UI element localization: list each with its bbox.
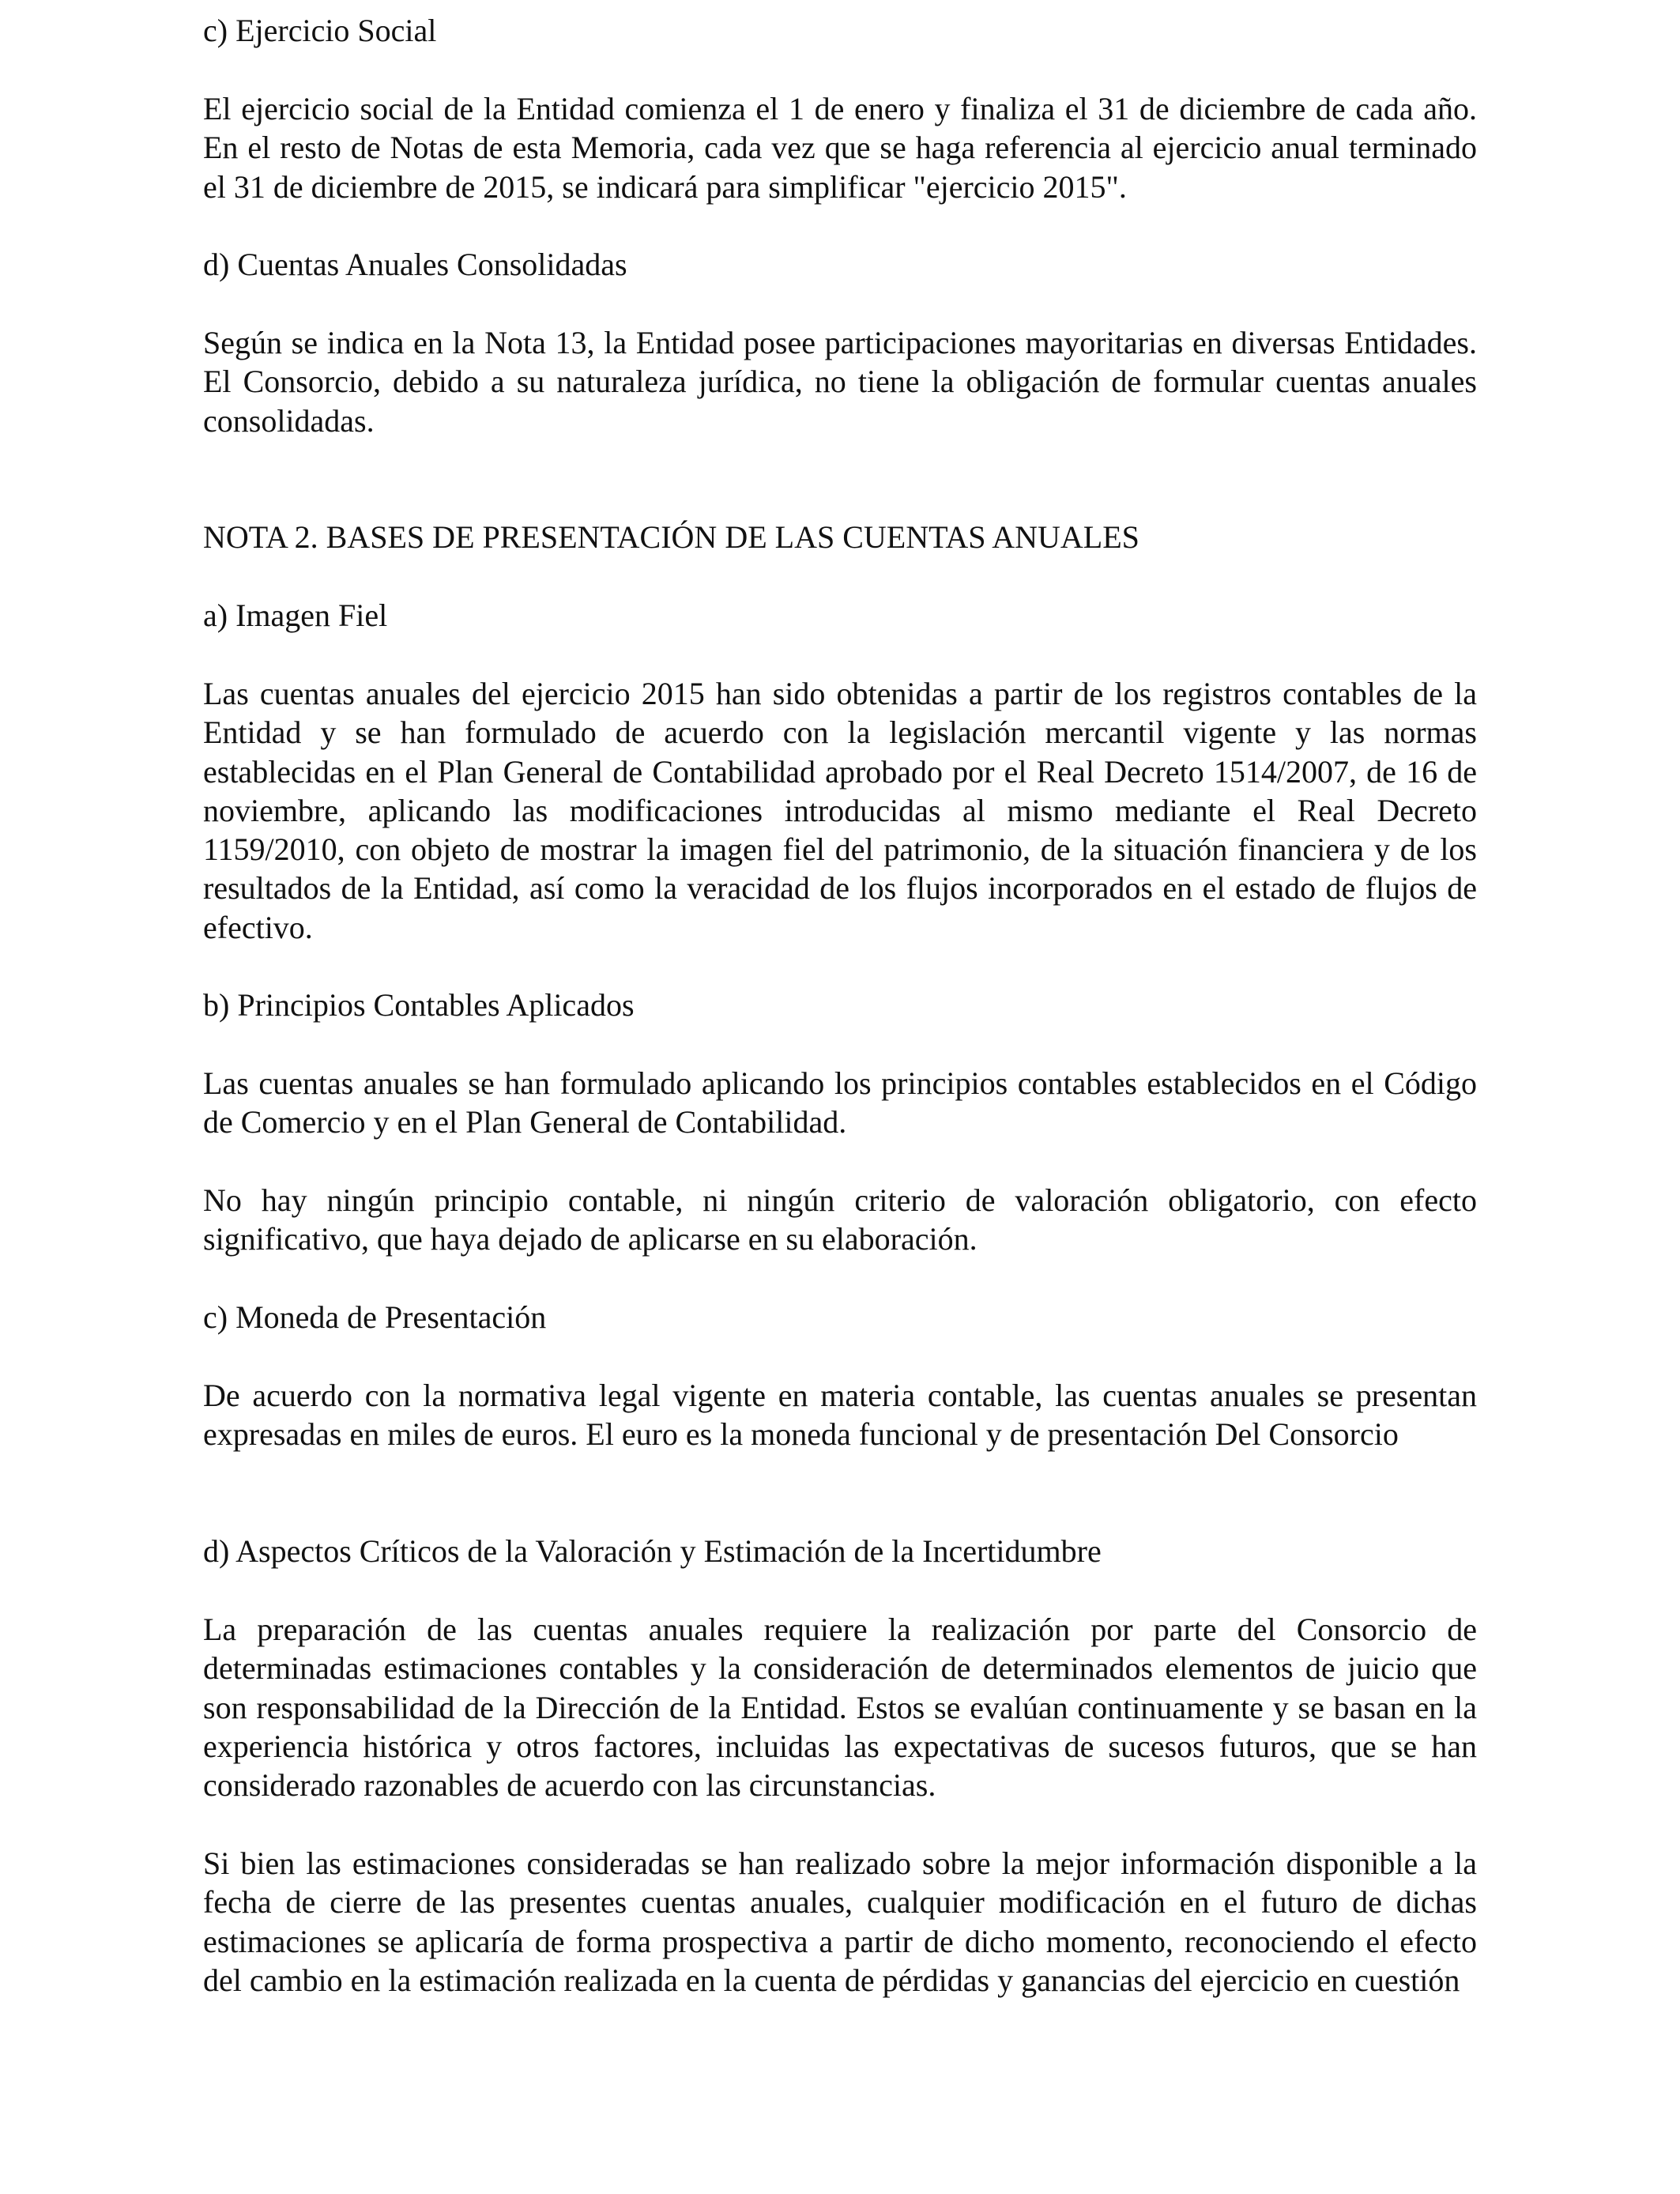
paragraph-imagen-fiel: Las cuentas anuales del ejercicio 2015 han sido obtenidas a partir de los registros contables de la Entidad y se han formulado de acuerdo con la legislación mercantil vigente y las normas establecidas en el Plan General de Contabilidad aprobado por el Real Decreto 1514/2007, de 16 de noviembre, aplicando las modificaciones introducidas al mismo mediante el Real Decreto 1159/2010, con objeto de mostrar la imagen fiel del patrimonio, de la situación financiera y de los resultados de la Entidad, así como la veracidad de los flujos incorporados en el estado de flujos de efectivo. [203,676,1477,945]
paragraph-aspectos-criticos-2: Si bien las estimaciones consideradas se han realizado sobre la mejor información disponible a la fecha de cierre de las presentes cuentas anuales, cualquier modificación en el futuro de dichas estimaciones se aplicaría de forma prospectiva a partir de dicho momento, reconociendo el efecto del cambio en la estimación realizada en la cuenta de pérdidas y ganancias del ejercicio en cuestión [203,1845,1477,1998]
section-heading-aspectos-criticos: d) Aspectos Críticos de la Valoración y Estimación de la Incertidumbre [203,1533,1102,1569]
paragraph-ejercicio-social: El ejercicio social de la Entidad comienza el 1 de enero y finaliza el 31 de diciembre de cada año. En el resto de Notas de esta Memoria, cada vez que se haga referencia al ejercicio anual terminado el 31 de diciembre de 2015, se indicará para simplificar "ejercicio 2015". [203,91,1477,205]
section-heading-ejercicio-social: c) Ejercicio Social [203,13,437,48]
nota-2-title: NOTA 2. BASES DE PRESENTACIÓN DE LAS CUENTAS ANUALES [203,519,1139,555]
section-heading-moneda-presentacion: c) Moneda de Presentación [203,1299,547,1335]
section-heading-cuentas-consolidadas: d) Cuentas Anuales Consolidadas [203,247,627,282]
paragraph-principios-contables-1: Las cuentas anuales se han formulado aplicando los principios contables establecidos en el Código de Comercio y en el Plan General de Contabilidad. [203,1065,1477,1140]
paragraph-aspectos-criticos-1: La preparación de las cuentas anuales requiere la realización por parte del Consorcio de determinadas estimaciones contables y la consideración de determinados elementos de juicio que son responsabilidad de la Dirección de la Entidad. Estos se evalúan continuamente y se basan en la experiencia histórica y otros factores, incluidas las expectativas de sucesos futuros, que se han considerado razonables de acuerdo con las circunstancias. [203,1612,1477,1804]
paragraph-principios-contables-2: No hay ningún principio contable, ni ningún criterio de valoración obligatorio, con efecto significativo, que haya dejado de aplicarse en su elaboración. [203,1182,1477,1257]
section-heading-principios-contables: b) Principios Contables Aplicados [203,987,635,1023]
paragraph-moneda-presentacion: De acuerdo con la normativa legal vigente en materia contable, las cuentas anuales se presentan expresadas en miles de euros. El euro es la moneda funcional y de presentación Del Consorcio [203,1378,1477,1453]
paragraph-cuentas-consolidadas: Según se indica en la Nota 13, la Entidad posee participaciones mayoritarias en diversas Entidades. El Consorcio, debido a su naturaleza jurídica, no tiene la obligación de formular cuentas anuales consolidadas. [203,325,1477,439]
section-heading-imagen-fiel: a) Imagen Fiel [203,598,388,633]
